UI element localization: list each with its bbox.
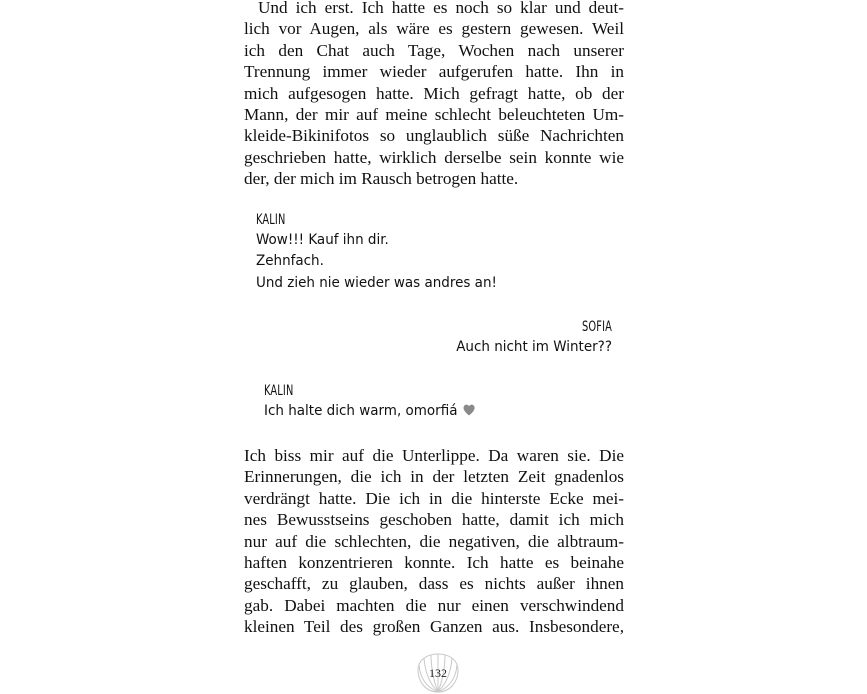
paragraph-top <box>244 0 624 190</box>
paragraph-line: kleide-Bikinifotos so unglaublich süße Nachrichten <box>244 126 624 146</box>
paragraph-line: nur auf die schlechten, die negativen, die albtraum- <box>244 531 624 551</box>
paragraph-line: haften konzentrieren konnte. Ich hatte es beinahe <box>244 552 624 572</box>
chat-sender-name: SOFIA <box>581 319 612 335</box>
chat-message-line: Zehnfach. <box>256 253 324 270</box>
paragraph-line: verdrängt hatte. Die ich in die hinterste Ecke mei- <box>244 488 624 508</box>
chat-message-sofia <box>292 317 612 358</box>
paragraph-line: geschafft, zu glauben, dass es nichts außer ihnen <box>244 574 624 594</box>
chat-message-line: Auch nicht im Winter?? <box>456 339 612 355</box>
paragraph-line: Ich biss mir auf die Unterlippe. Da waren sie. Die <box>244 446 624 465</box>
chat-message-line-with-icon <box>264 401 562 422</box>
chat-sender-name: KALIN <box>264 383 294 399</box>
chat-message-line: Wow!!! Kauf ihn dir. <box>256 232 389 248</box>
paragraph-line: der, der mich im Rausch betrogen hatte. <box>244 169 519 189</box>
page-footer <box>416 652 460 694</box>
paragraph-line: lich vor Augen, als wäre es gestern gewesen. Weil <box>244 19 624 39</box>
paragraph-line: mich aufgesogen hatte. Mich gefragt hatte, ob der <box>244 83 624 103</box>
chat-message-line: Und zieh nie wieder was andres an! <box>256 274 497 291</box>
chat-sender-name: KALIN <box>256 212 286 228</box>
paragraph-line: nes Bewusstseins geschoben hatte, damit ich mich <box>244 510 624 530</box>
chat-message-line: Ich halte dich warm, omorfiá <box>264 403 458 419</box>
paragraph-line: ich den Chat auch Tage, Wochen nach unserer <box>244 40 624 60</box>
chat-message-kalin <box>264 381 584 422</box>
chat-message-kalin <box>256 210 576 294</box>
page-number: 132 <box>429 666 447 680</box>
paragraph-line: gab. Dabei machten die nur einen verschwindend <box>244 595 624 615</box>
paragraph-line: Erinnerungen, die ich in der letzten Zeit gnadenlos <box>244 467 624 487</box>
paragraph-line: kleinen Teil des großen Ganzen aus. Insbesondere, <box>244 617 624 637</box>
paragraph-line: Und ich erst. Ich hatte es noch so klar und deut- <box>258 0 624 17</box>
paragraph-line: Trennung immer wieder aufgerufen hatte. Ihn in <box>244 62 624 82</box>
paragraph-line: Mann, der mir auf meine schlecht beleuchteten Um- <box>244 104 624 124</box>
paragraph-bottom <box>244 445 624 638</box>
heart-icon <box>463 404 475 416</box>
paragraph-line: geschrieben hatte, wirklich derselbe sein konnte wie <box>244 147 624 167</box>
